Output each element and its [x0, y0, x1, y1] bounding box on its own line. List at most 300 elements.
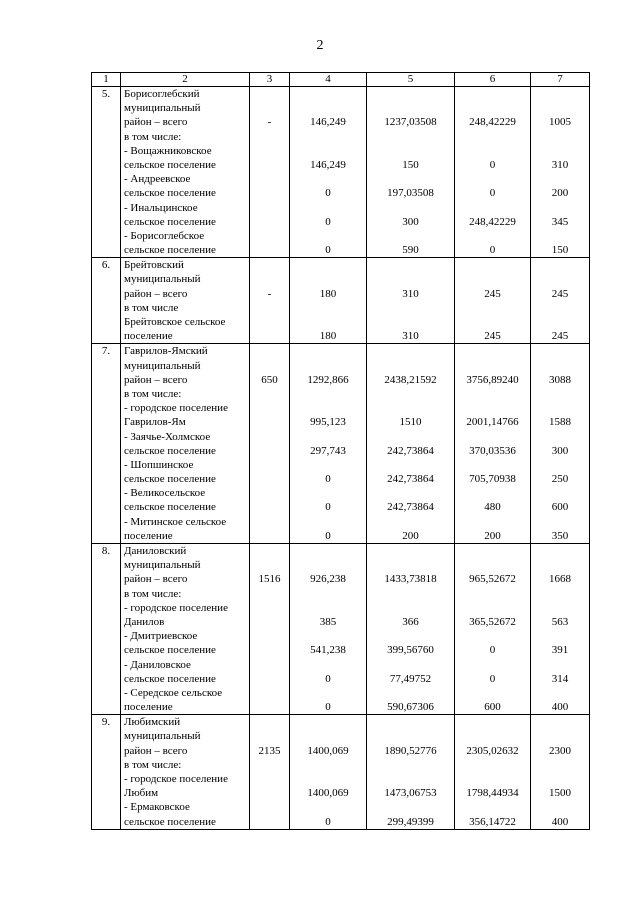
value-line: 400 — [551, 701, 569, 714]
value-line — [457, 229, 528, 243]
value-line: 3756,89240 — [466, 373, 519, 386]
value-line — [252, 130, 287, 144]
value-line — [369, 486, 452, 500]
value-line — [292, 458, 364, 472]
value-line: 245 — [484, 330, 501, 343]
value-line — [292, 272, 364, 286]
value-line: 2001,14766 — [466, 416, 519, 429]
value-line: 242,73864 — [387, 501, 434, 514]
district-name-line: - Вощажниковское — [124, 144, 212, 157]
value-line — [252, 715, 287, 729]
value-line: 600 — [551, 501, 569, 514]
value-line: 1500 — [549, 787, 571, 800]
value-line: 1798,44934 — [466, 787, 519, 800]
district-name-line: район – всего — [124, 744, 188, 757]
value-line: 180 — [319, 287, 337, 300]
value-line: 356,14722 — [469, 815, 516, 828]
value-line: 995,123 — [310, 416, 346, 429]
value-line — [292, 758, 364, 772]
value-line — [369, 301, 452, 315]
value-line — [533, 301, 587, 315]
table-row — [92, 258, 590, 344]
value-line — [457, 587, 528, 601]
value-line — [369, 258, 452, 272]
value-line: 1890,52776 — [384, 744, 437, 757]
value-line — [252, 758, 287, 772]
value-line: 366 — [402, 615, 419, 628]
value-line: 399,56760 — [387, 644, 434, 657]
value-line: 590,67306 — [387, 701, 434, 714]
value-line — [369, 772, 452, 786]
district-name-line: сельское поселение — [124, 815, 216, 828]
value-line — [252, 301, 287, 315]
value-line — [533, 729, 587, 743]
value-line — [292, 729, 364, 743]
value-line: 245 — [484, 287, 501, 300]
value-line — [252, 87, 287, 101]
value-line — [457, 87, 528, 101]
district-name-line: поселение — [124, 529, 173, 542]
value-cell-c7 — [531, 715, 590, 830]
value-line — [533, 758, 587, 772]
value-line — [252, 544, 287, 558]
row-number: 9. — [92, 715, 121, 830]
value-line — [369, 229, 452, 243]
value-line: 480 — [484, 501, 501, 514]
district-name-line: Гаврилов-Ям — [124, 416, 186, 429]
district-name-line: Любимский — [124, 716, 181, 729]
row-number: 6. — [92, 258, 121, 344]
value-line — [252, 587, 287, 601]
value-line: 600 — [484, 701, 501, 714]
value-line — [292, 201, 364, 215]
value-line: 0 — [325, 215, 331, 228]
value-line — [533, 686, 587, 700]
value-line: 0 — [325, 815, 331, 828]
value-line — [252, 515, 287, 529]
district-name-line: в том числе — [124, 301, 179, 314]
value-line — [252, 686, 287, 700]
value-line — [369, 130, 452, 144]
value-line — [369, 601, 452, 615]
value-line — [292, 344, 364, 358]
district-name-line: сельское поселение — [124, 187, 216, 200]
value-cell-c5 — [367, 544, 455, 715]
value-line — [252, 272, 287, 286]
value-line — [457, 101, 528, 115]
value-line — [533, 715, 587, 729]
district-name-line: Любим — [124, 787, 159, 800]
value-line — [292, 359, 364, 373]
value-line — [533, 544, 587, 558]
value-line: 705,70938 — [469, 473, 516, 486]
value-line: 250 — [551, 473, 569, 486]
value-line: 0 — [325, 701, 331, 714]
value-line — [369, 87, 452, 101]
value-line: 1400,069 — [307, 744, 349, 757]
value-line — [292, 800, 364, 814]
table-row — [92, 715, 590, 830]
value-line: 1292,866 — [307, 373, 349, 386]
value-line: 0 — [489, 672, 496, 685]
value-line: 200 — [484, 529, 501, 542]
value-line — [369, 387, 452, 401]
district-name-line: - Андреевское — [124, 173, 191, 186]
value-line: 391 — [551, 644, 569, 657]
value-line — [252, 486, 287, 500]
district-name-line: муниципальный — [124, 273, 201, 286]
district-name-line: Даниловский — [124, 545, 187, 557]
value-line — [292, 101, 364, 115]
value-line: 1668 — [549, 573, 571, 586]
value-line — [457, 344, 528, 358]
value-line — [533, 772, 587, 786]
value-line: 1516 — [258, 573, 281, 586]
value-line — [457, 715, 528, 729]
value-line: 310 — [551, 158, 569, 171]
value-line: 1510 — [399, 416, 422, 429]
district-name-line: муниципальный — [124, 559, 201, 572]
value-line — [252, 415, 287, 429]
district-name-cell — [121, 715, 250, 830]
value-line: 248,42229 — [469, 215, 516, 228]
value-line — [252, 700, 287, 714]
value-line — [457, 729, 528, 743]
value-line — [292, 301, 364, 315]
value-line — [292, 258, 364, 272]
value-line — [533, 601, 587, 615]
value-line: 965,52672 — [469, 573, 516, 586]
value-line — [369, 686, 452, 700]
col-header-5: 5 — [367, 73, 455, 87]
value-cell-c4 — [290, 258, 367, 344]
value-line: 0 — [325, 529, 331, 542]
value-line — [457, 601, 528, 615]
value-line — [292, 87, 364, 101]
value-line: 200 — [551, 187, 569, 200]
district-name-cell — [121, 258, 250, 344]
value-line: 0 — [325, 501, 331, 514]
value-cell-c5 — [367, 344, 455, 544]
value-line — [369, 758, 452, 772]
value-line: 297,743 — [310, 444, 346, 457]
value-line: 400 — [551, 815, 569, 828]
value-line — [533, 101, 587, 115]
value-line: 248,42229 — [469, 116, 516, 129]
value-line — [457, 387, 528, 401]
value-line — [252, 729, 287, 743]
value-line — [457, 315, 528, 329]
value-line: 310 — [402, 330, 419, 343]
value-line — [252, 359, 287, 373]
value-line — [533, 87, 587, 101]
value-line — [252, 387, 287, 401]
district-name-line: - Шопшинское — [124, 458, 194, 471]
district-name-line: сельское поселение — [124, 158, 216, 171]
value-line: 242,73864 — [387, 444, 434, 457]
value-line — [533, 344, 587, 358]
value-line — [252, 186, 287, 200]
data-table — [91, 72, 590, 830]
value-line — [457, 258, 528, 272]
value-line: 590 — [402, 244, 419, 257]
district-name-line: сельское поселение — [124, 672, 216, 685]
value-line — [457, 458, 528, 472]
value-line — [292, 486, 364, 500]
table-row — [92, 87, 590, 258]
value-line — [369, 359, 452, 373]
value-line — [252, 315, 287, 329]
district-name-line: - Даниловское — [124, 658, 191, 671]
value-line — [252, 529, 287, 543]
value-line — [533, 401, 587, 415]
value-line — [369, 101, 452, 115]
value-line — [252, 601, 287, 615]
value-cell-c3 — [250, 544, 290, 715]
value-line — [252, 629, 287, 643]
value-cell-c4 — [290, 544, 367, 715]
value-line — [369, 587, 452, 601]
value-line — [533, 629, 587, 643]
district-name-line: сельское поселение — [124, 473, 216, 486]
value-line: 180 — [319, 330, 337, 343]
value-line: 245 — [551, 287, 569, 300]
value-line: 2305,02632 — [466, 744, 519, 757]
value-line — [457, 172, 528, 186]
value-line — [252, 344, 287, 358]
value-line — [457, 758, 528, 772]
value-line — [292, 315, 364, 329]
value-line — [533, 359, 587, 373]
value-line — [292, 544, 364, 558]
value-line: - — [267, 287, 272, 300]
value-line — [533, 558, 587, 572]
row-number: 8. — [92, 544, 121, 715]
value-line — [369, 800, 452, 814]
value-line — [292, 715, 364, 729]
value-line — [533, 658, 587, 672]
value-line — [533, 458, 587, 472]
col-header-4: 4 — [290, 73, 367, 87]
value-line: 3088 — [549, 373, 571, 386]
district-name-line: - городское поселение — [124, 601, 228, 614]
row-number: 7. — [92, 344, 121, 544]
value-line — [252, 430, 287, 444]
value-line — [369, 729, 452, 743]
value-line — [252, 172, 287, 186]
value-line: 150 — [551, 244, 569, 257]
page-number: 2 — [316, 38, 324, 53]
value-line: 310 — [402, 287, 419, 300]
district-name-line: сельское поселение — [124, 644, 216, 657]
district-name-line: муниципальный — [124, 359, 201, 372]
district-name-line: в том числе: — [124, 587, 182, 600]
value-cell-c6 — [455, 715, 531, 830]
value-cell-c6 — [455, 344, 531, 544]
value-cell-c4 — [290, 715, 367, 830]
value-line — [252, 329, 287, 343]
district-name-line: сельское поселение — [124, 444, 216, 457]
district-name-line: - городское поселение — [124, 402, 228, 415]
value-line — [292, 515, 364, 529]
value-line — [252, 772, 287, 786]
value-line: 650 — [261, 373, 278, 386]
district-name-line: - Середское сельское — [124, 686, 223, 699]
value-line — [457, 301, 528, 315]
value-cell-c7 — [531, 544, 590, 715]
district-name-line: район – всего — [124, 573, 188, 586]
value-line: 0 — [325, 473, 331, 486]
value-line — [292, 229, 364, 243]
value-line: 300 — [402, 215, 419, 228]
value-line — [457, 272, 528, 286]
value-line: 245 — [551, 330, 569, 343]
value-line — [369, 315, 452, 329]
value-cell-c7 — [531, 258, 590, 344]
table-row — [92, 344, 590, 544]
value-line: 314 — [551, 672, 569, 685]
value-cell-c7 — [531, 87, 590, 258]
value-line — [369, 401, 452, 415]
value-line — [292, 587, 364, 601]
value-line — [533, 229, 587, 243]
value-line — [533, 430, 587, 444]
district-name-line: сельское поселение — [124, 501, 216, 514]
value-line: 0 — [489, 187, 496, 200]
district-name-line: - Инальцинское — [124, 201, 198, 214]
district-name-line: поселение — [124, 330, 173, 343]
value-line — [369, 430, 452, 444]
value-line — [369, 515, 452, 529]
district-name-line: поселение — [124, 701, 173, 714]
table-row — [92, 544, 590, 715]
value-line — [292, 601, 364, 615]
value-line — [457, 800, 528, 814]
value-line — [369, 458, 452, 472]
value-line: 1005 — [549, 116, 571, 129]
value-line: 2438,21592 — [384, 373, 437, 386]
district-name-line: Борисоглебский — [124, 88, 200, 100]
value-line — [533, 201, 587, 215]
col-header-7: 7 — [531, 73, 590, 87]
value-line — [252, 458, 287, 472]
value-line: 150 — [402, 158, 419, 171]
district-name-line: сельское поселение — [124, 244, 216, 257]
value-line: 1473,06753 — [384, 787, 437, 800]
value-line: 242,73864 — [387, 473, 434, 486]
district-name-line: - Ермаковское — [124, 801, 190, 814]
value-line — [252, 800, 287, 814]
value-line — [369, 558, 452, 572]
value-cell-c4 — [290, 344, 367, 544]
value-cell-c6 — [455, 258, 531, 344]
district-name-line: Гаврилов-Ямский — [124, 345, 208, 358]
value-line — [533, 486, 587, 500]
value-line: 2135 — [258, 744, 281, 757]
district-name-line: Брейтовское сельское — [124, 316, 226, 328]
district-name-line: в том числе: — [124, 758, 182, 771]
district-name-line: в том числе: — [124, 130, 182, 143]
value-line — [369, 715, 452, 729]
col-header-6: 6 — [455, 73, 531, 87]
district-name-line: в том числе: — [124, 387, 182, 400]
value-line: 370,03536 — [469, 444, 516, 457]
district-name-line: Брейтовский — [124, 259, 184, 272]
value-line — [252, 215, 287, 229]
value-line: 345 — [551, 215, 569, 228]
value-line — [252, 500, 287, 514]
value-line — [457, 401, 528, 415]
value-line — [533, 800, 587, 814]
value-line: 1237,03508 — [384, 116, 437, 129]
value-line — [252, 144, 287, 158]
value-cell-c7 — [531, 344, 590, 544]
value-line: 1588 — [549, 416, 571, 429]
value-line — [252, 658, 287, 672]
district-name-line: Данилов — [124, 615, 165, 628]
value-line: 77,49752 — [389, 672, 432, 685]
value-line — [457, 144, 528, 158]
value-line: 1400,069 — [307, 787, 349, 800]
value-line: 541,238 — [310, 644, 346, 657]
value-line — [533, 587, 587, 601]
district-name-cell — [121, 344, 250, 544]
district-name-line: - Заячье-Холмское — [124, 430, 211, 443]
value-line — [252, 401, 287, 415]
value-cell-c5 — [367, 715, 455, 830]
value-line — [533, 387, 587, 401]
value-line — [533, 130, 587, 144]
value-cell-c3 — [250, 715, 290, 830]
value-line — [252, 615, 287, 629]
value-line: 0 — [325, 244, 331, 257]
value-line — [292, 130, 364, 144]
value-line: 1433,73818 — [384, 573, 437, 586]
value-line — [457, 658, 528, 672]
value-line — [252, 258, 287, 272]
value-line — [252, 158, 287, 172]
value-line — [369, 344, 452, 358]
value-line: 0 — [489, 244, 496, 257]
value-line — [369, 172, 452, 186]
value-line — [252, 229, 287, 243]
value-line — [252, 643, 287, 657]
value-cell-c6 — [455, 544, 531, 715]
value-cell-c6 — [455, 87, 531, 258]
value-line: 2300 — [549, 744, 571, 757]
value-line — [292, 387, 364, 401]
district-name-line: - Великосельское — [124, 487, 206, 500]
value-line — [292, 658, 364, 672]
value-line: 200 — [402, 529, 419, 542]
value-line — [252, 201, 287, 215]
value-line — [292, 401, 364, 415]
value-line — [369, 144, 452, 158]
value-line — [292, 172, 364, 186]
row-number: 5. — [92, 87, 121, 258]
value-line — [533, 172, 587, 186]
value-line — [457, 629, 528, 643]
district-name-line: сельское поселение — [124, 215, 216, 228]
value-line: 365,52672 — [469, 615, 516, 628]
value-line — [292, 686, 364, 700]
value-line: 0 — [489, 644, 496, 657]
district-name-line: - Борисоглебское — [124, 229, 205, 242]
value-line: 926,238 — [310, 573, 346, 586]
value-line — [252, 472, 287, 486]
value-line — [252, 815, 287, 829]
value-line — [533, 272, 587, 286]
